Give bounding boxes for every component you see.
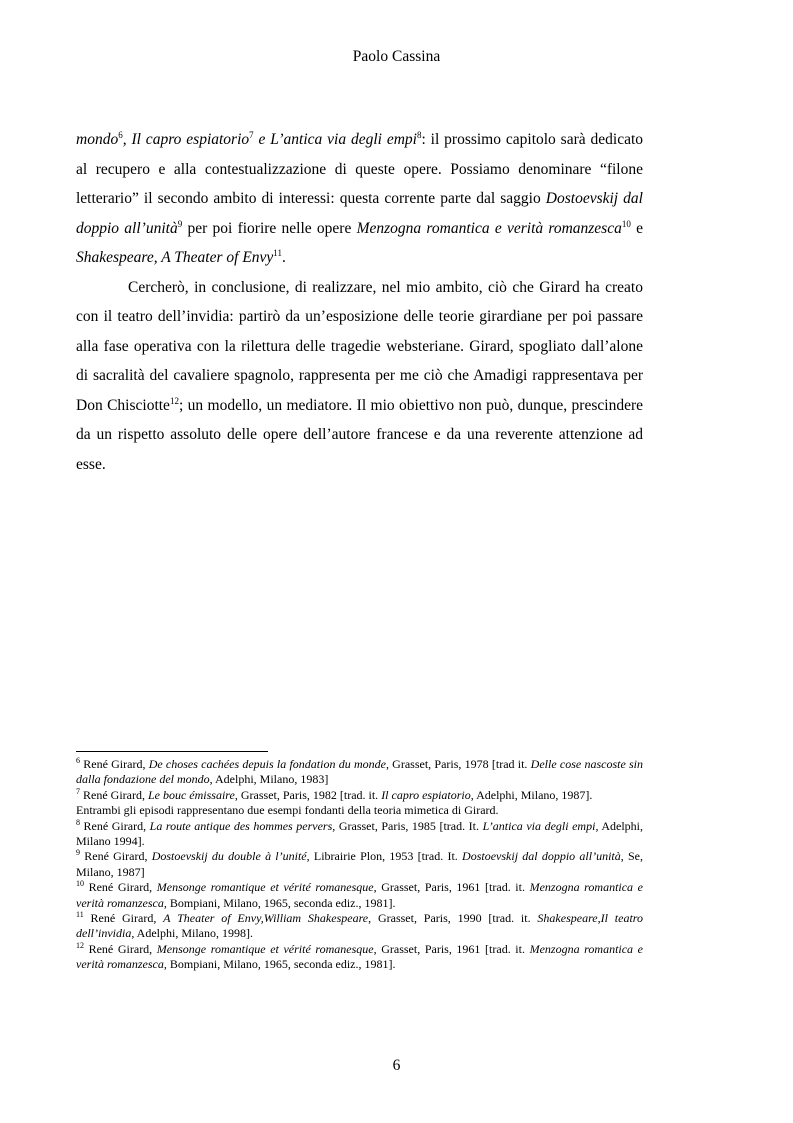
footnote-ref-10: 10 bbox=[621, 218, 631, 229]
footnote-8: $^8$ René Girard, La route antique des hommes pervers, Grasset, Paris, 1985 [trad. It. L’antica via degli empi, Adelphi, Milano 1994]. bbox=[76, 817, 643, 849]
body-text bbox=[76, 125, 643, 479]
footnote-ref-8: 8 bbox=[416, 130, 422, 140]
footnote-10: $^{10}$ René Girard, Mensonge romantique et vérité romanesque, Grasset, Paris, 1961 [trad. it. Menzogna romantica e verità romanzesca, Bompiani, Milano, 1965, seconda ediz., 1981]. bbox=[76, 879, 643, 910]
footnote-12: $^{12}$ René Girard, Mensonge romantique et vérité romanesque, Grasset, Paris, 1961 [trad. it. Menzogna romantica e verità romanzesca, Bompiani, Milano, 1965, seconda ediz., 1981]. bbox=[76, 940, 643, 972]
footnote-ref-6: 6 bbox=[118, 130, 123, 140]
footnote-ref-12: 12 bbox=[169, 395, 179, 406]
paragraph-1: mondo$^6$, Il capro espiatorio$^7$ e L’antica via degli empi$^8$: il prossimo capitolo sarà dedicato al recupero e alla contestualizzazione di queste opere. Possiamo denominare “filone letterario” il secondo ambito di interessi: questa corrente parte dal saggio Dostoevskij dal doppio all’unità$^9$ per poi fiorire nelle opere Menzogna romantica e verità romanzesca$^{10}$ e Shakespeare, A Theater of Envy$^{11}$. bbox=[76, 130, 644, 266]
page-number: 6 bbox=[392, 1057, 401, 1074]
footnote-ref-11: 11 bbox=[273, 248, 282, 258]
footnotes bbox=[76, 757, 643, 973]
paragraph-2: Cercherò, in conclusione, di realizzare, nel mio ambito, ciò che Girard ha creato con il teatro dell’invidia: partirò da un’esposizione delle teorie girardiane per poi passare alla fase operativa con la rilettura delle tragedie websteriane. Girard, spogliato dall’alone di sacralità del cavaliere spagnolo, rappresenta per me ciò che Amadigi rappresentava per Don Chisciotte$^{12}$; un modello, un mediatore. Il mio obiettivo non può, dunque, prescindere da un rispetto assoluto delle opere dell’autore francese e da una reverente attenzione ad esse. bbox=[76, 278, 643, 473]
footnote-7-note: Entrambi gli episodi rappresentano due esempi fondanti della teoria mimetica di Girard. bbox=[76, 803, 499, 818]
footnote-ref-9: 9 bbox=[177, 218, 183, 229]
footnote-9: $^9$ René Girard, Dostoevskij du double à l’unité, Librairie Plon, 1953 [trad. It. Dostoevskij dal doppio all’unità, Se, Milano, 1987] bbox=[76, 848, 644, 879]
footnote-11: $^{11}$ René Girard, A Theater of Envy,William Shakespeare, Grasset, Paris, 1990 [trad. it. Shakespeare,Il teatro dell’invidia, Adelphi, Milano, 1998]. bbox=[76, 910, 643, 941]
footnote-7: $^7$ René Girard, Le bouc émissaire, Grasset, Paris, 1982 [trad. it. Il capro espiatorio, Adelphi, Milano, 1987]. bbox=[76, 786, 593, 802]
footnote-6: $^6$ René Girard, De choses cachées depuis la fondation du monde, Grasset, Paris, 1978 [trad it. Delle cose nascoste sin dalla fondazione del mondo, Adelphi, Milano, 1983] bbox=[76, 756, 644, 787]
running-header: Paolo Cassina bbox=[352, 48, 441, 65]
footnote-ref-7: 7 bbox=[249, 130, 254, 140]
footnote-separator bbox=[76, 751, 268, 752]
